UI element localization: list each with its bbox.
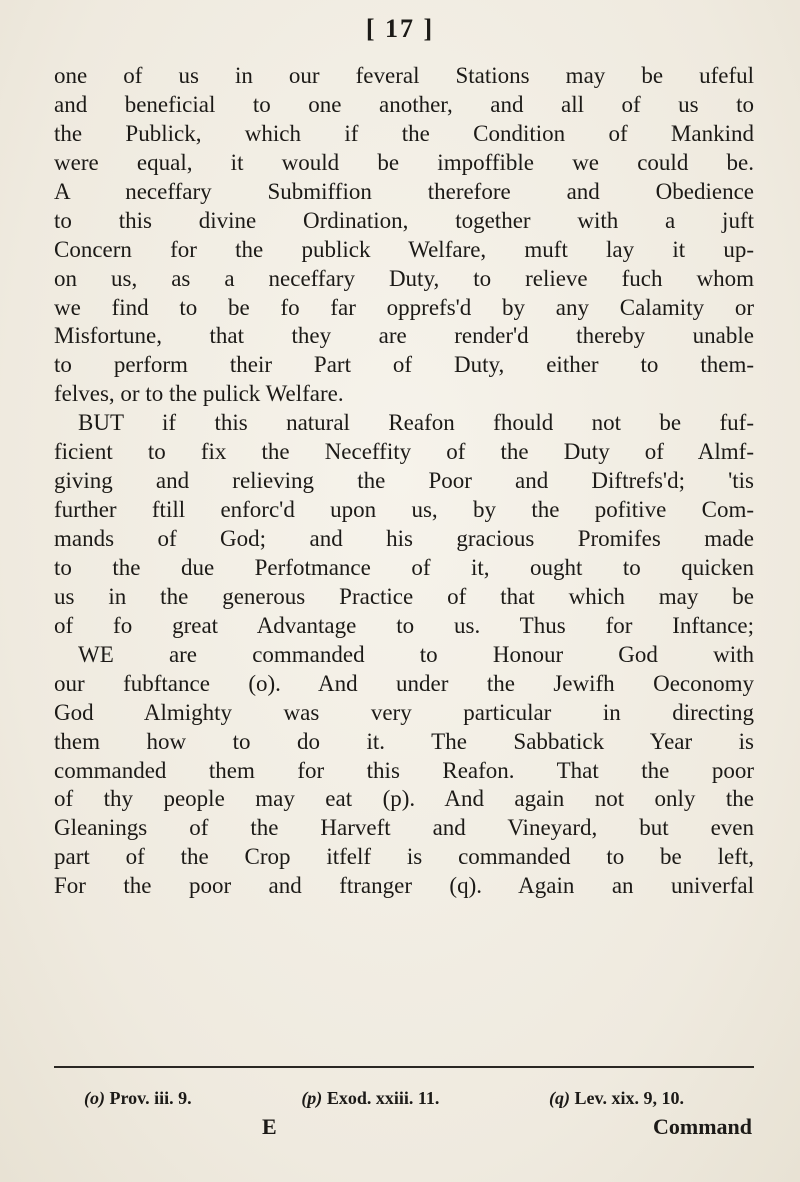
text-line: on us, as a neceffary Duty, to relieve fuch whom <box>54 265 754 291</box>
text-line: our fubftance (o). And under the Jewifh Oeconomy <box>54 670 754 696</box>
text-line: Misfortune, that they are render'd thereby unable <box>54 323 754 349</box>
text-line: part of the Crop itfelf is commanded to be left, <box>54 844 754 870</box>
text-line: of fo great Advantage to us. Thus for Inftance; <box>54 612 754 638</box>
footnote <box>84 1088 192 1109</box>
page-number: [ 17 ] <box>365 14 435 43</box>
text-line: ficient to fix the Neceffity of the Duty of Almf- <box>54 439 754 465</box>
footnote-text: Exod. xxiii. 11. <box>326 1088 440 1108</box>
footnotes <box>84 1088 684 1109</box>
footnote-label: (o) <box>84 1088 105 1108</box>
footnote <box>301 1088 439 1109</box>
footnote-divider <box>54 1066 754 1068</box>
text-line: one of us in our feveral Stations may be ufeful <box>54 63 754 88</box>
text-line: of thy people may eat (p). And again not only the <box>54 786 754 812</box>
text-line: us in the generous Practice of that which may be <box>54 583 754 609</box>
text-line: For the poor and ftranger (q). Again an univerfal <box>54 873 754 899</box>
text-line: to this divine Ordination, together with a juft <box>54 207 754 233</box>
text-line: them how to do it. The Sabbatick Year is <box>54 728 754 754</box>
text-line: BUT if this natural Reafon fhould not be fuf- <box>78 410 754 436</box>
text-line: WE are commanded to Honour God with <box>78 641 754 667</box>
text-line: giving and relieving the Poor and Diftrefs'd; 'tis <box>54 468 754 494</box>
signature-mark: E <box>262 1114 277 1139</box>
footnote-label: (p) <box>301 1088 323 1108</box>
catchword: Command <box>652 1114 752 1139</box>
footnote <box>549 1088 684 1109</box>
text-line: commanded them for this Reafon. That the poor <box>54 757 754 783</box>
text-line: A neceffary Submiffion therefore and Obedience <box>54 178 754 204</box>
footnote-label: (q) <box>548 1088 570 1108</box>
text-line: further ftill enforc'd upon us, by the pofitive Com- <box>54 497 754 523</box>
footnote-text: Lev. xix. 9, 10. <box>574 1088 684 1108</box>
text-line: we find to be fo far opprefs'd by any Calamity or <box>54 294 754 320</box>
text-line: mands of God; and his gracious Promifes made <box>54 526 754 551</box>
text-line: were equal, it would be impoffible we could be. <box>54 149 754 175</box>
text-line: felves, or to the pulick Welfare. <box>54 381 344 407</box>
text-line: to the due Perfotmance of it, ought to quicken <box>54 554 754 580</box>
text-line: God Almighty was very particular in directing <box>54 699 754 725</box>
text-line: and beneficial to one another, and all of us to <box>54 91 754 117</box>
text-line: the Publick, which if the Condition of Mankind <box>54 120 754 146</box>
footnote-text: Prov. iii. 9. <box>109 1088 192 1108</box>
text-line: Concern for the publick Welfare, muft lay it up- <box>54 236 754 262</box>
body-text <box>54 62 754 901</box>
text-line: to perform their Part of Duty, either to them- <box>54 352 754 378</box>
text-line: Gleanings of the Harveft and Vineyard, but even <box>54 815 754 841</box>
